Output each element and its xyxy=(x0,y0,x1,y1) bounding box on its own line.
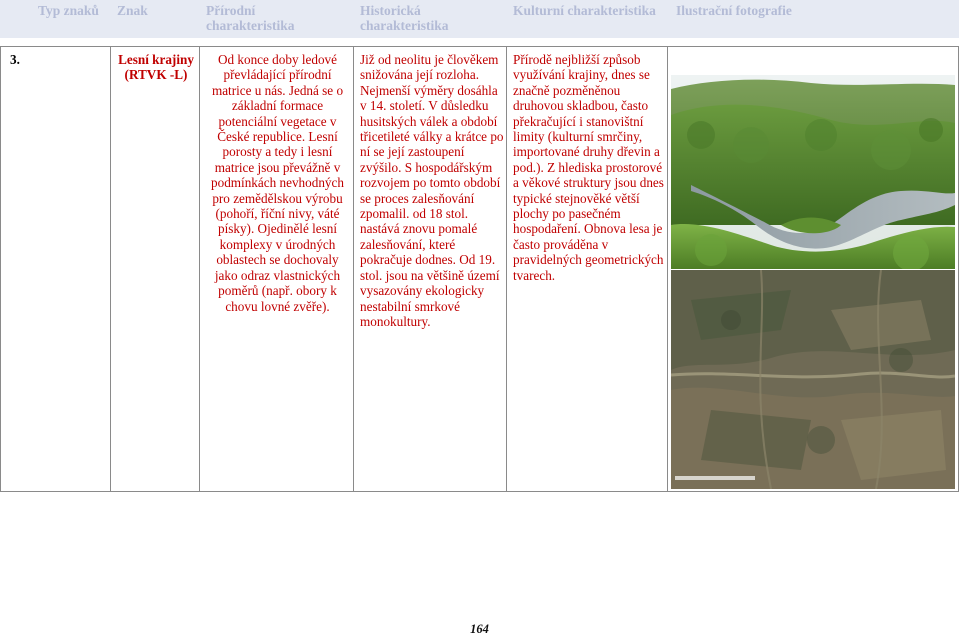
col-border xyxy=(0,46,1,492)
col-border xyxy=(199,46,200,492)
table-bottom-border xyxy=(0,491,959,492)
forest-river-photo xyxy=(671,75,955,269)
col-border xyxy=(506,46,507,492)
landscape-type-name: Lesní krajiny (RTVK -L) xyxy=(118,52,194,83)
table-top-border xyxy=(0,46,959,47)
col-border xyxy=(667,46,668,492)
header-prirodni: Přírodní charakteristika xyxy=(206,3,295,33)
table-header xyxy=(0,0,959,38)
page-number: 164 xyxy=(470,622,489,636)
aerial-forest-photo xyxy=(671,270,955,489)
header-typ-znaku: Typ znaků xyxy=(38,3,99,18)
header-kulturni: Kulturní charakteristika xyxy=(513,3,656,18)
header-fotografie: Ilustrační fotografie xyxy=(676,3,792,18)
historical-characteristics-text: Již od neolitu je člověkem snižována její rozloha. Nejmenší výměry dosáhla v 14. století. V důsledku husitských válek a období třicetileté války a krátce po ní se její zastoupení zvýšilo. S hospodářským rozvojem po tomto období se proces zalesňování zpomalil. od 18 stol. nastává znovu pomalé zalesňování, které pokračuje dodnes. Od 19. stol. jsou na většině území vysazovány ekologicky nestabilní smrkové monokultury. xyxy=(360,52,504,329)
header-historicka: Historická charakteristika xyxy=(360,3,449,33)
natural-characteristics-text: Od konce doby ledové převládající přírodní matrice u nás. Jedná se o základní formace potenciální vegetace v České republice. Lesní porosty a tedy i lesní matrice jsou převážně v podmínkách nevhodných pro zemědělskou výrobu (pohoří, říční nivy, váté písky). Ojedinělé lesní komplexy v úrodných oblastech se dochovaly jako odraz vlastnických poměrů (např. obory k chovu lovné zvěře). xyxy=(211,52,344,314)
col-border xyxy=(353,46,354,492)
row-number: 3. xyxy=(10,52,20,67)
header-znak: Znak xyxy=(117,3,148,18)
cultural-characteristics-text: Přírodě nejbližší způsob využívání krajiny, dnes se značně pozměněnou druhovou skladbou, často překračující i stanovištní limity (kulturní smrčiny, importované druhy dřevin a pod.). Z hlediska prostorové a věkové struktury jsou dnes typické stejnověké větší plochy po pasečném hospodaření. Obnova lesa je často prováděna v pravidelných geometrických tvarech. xyxy=(513,52,664,283)
col-border xyxy=(110,46,111,492)
